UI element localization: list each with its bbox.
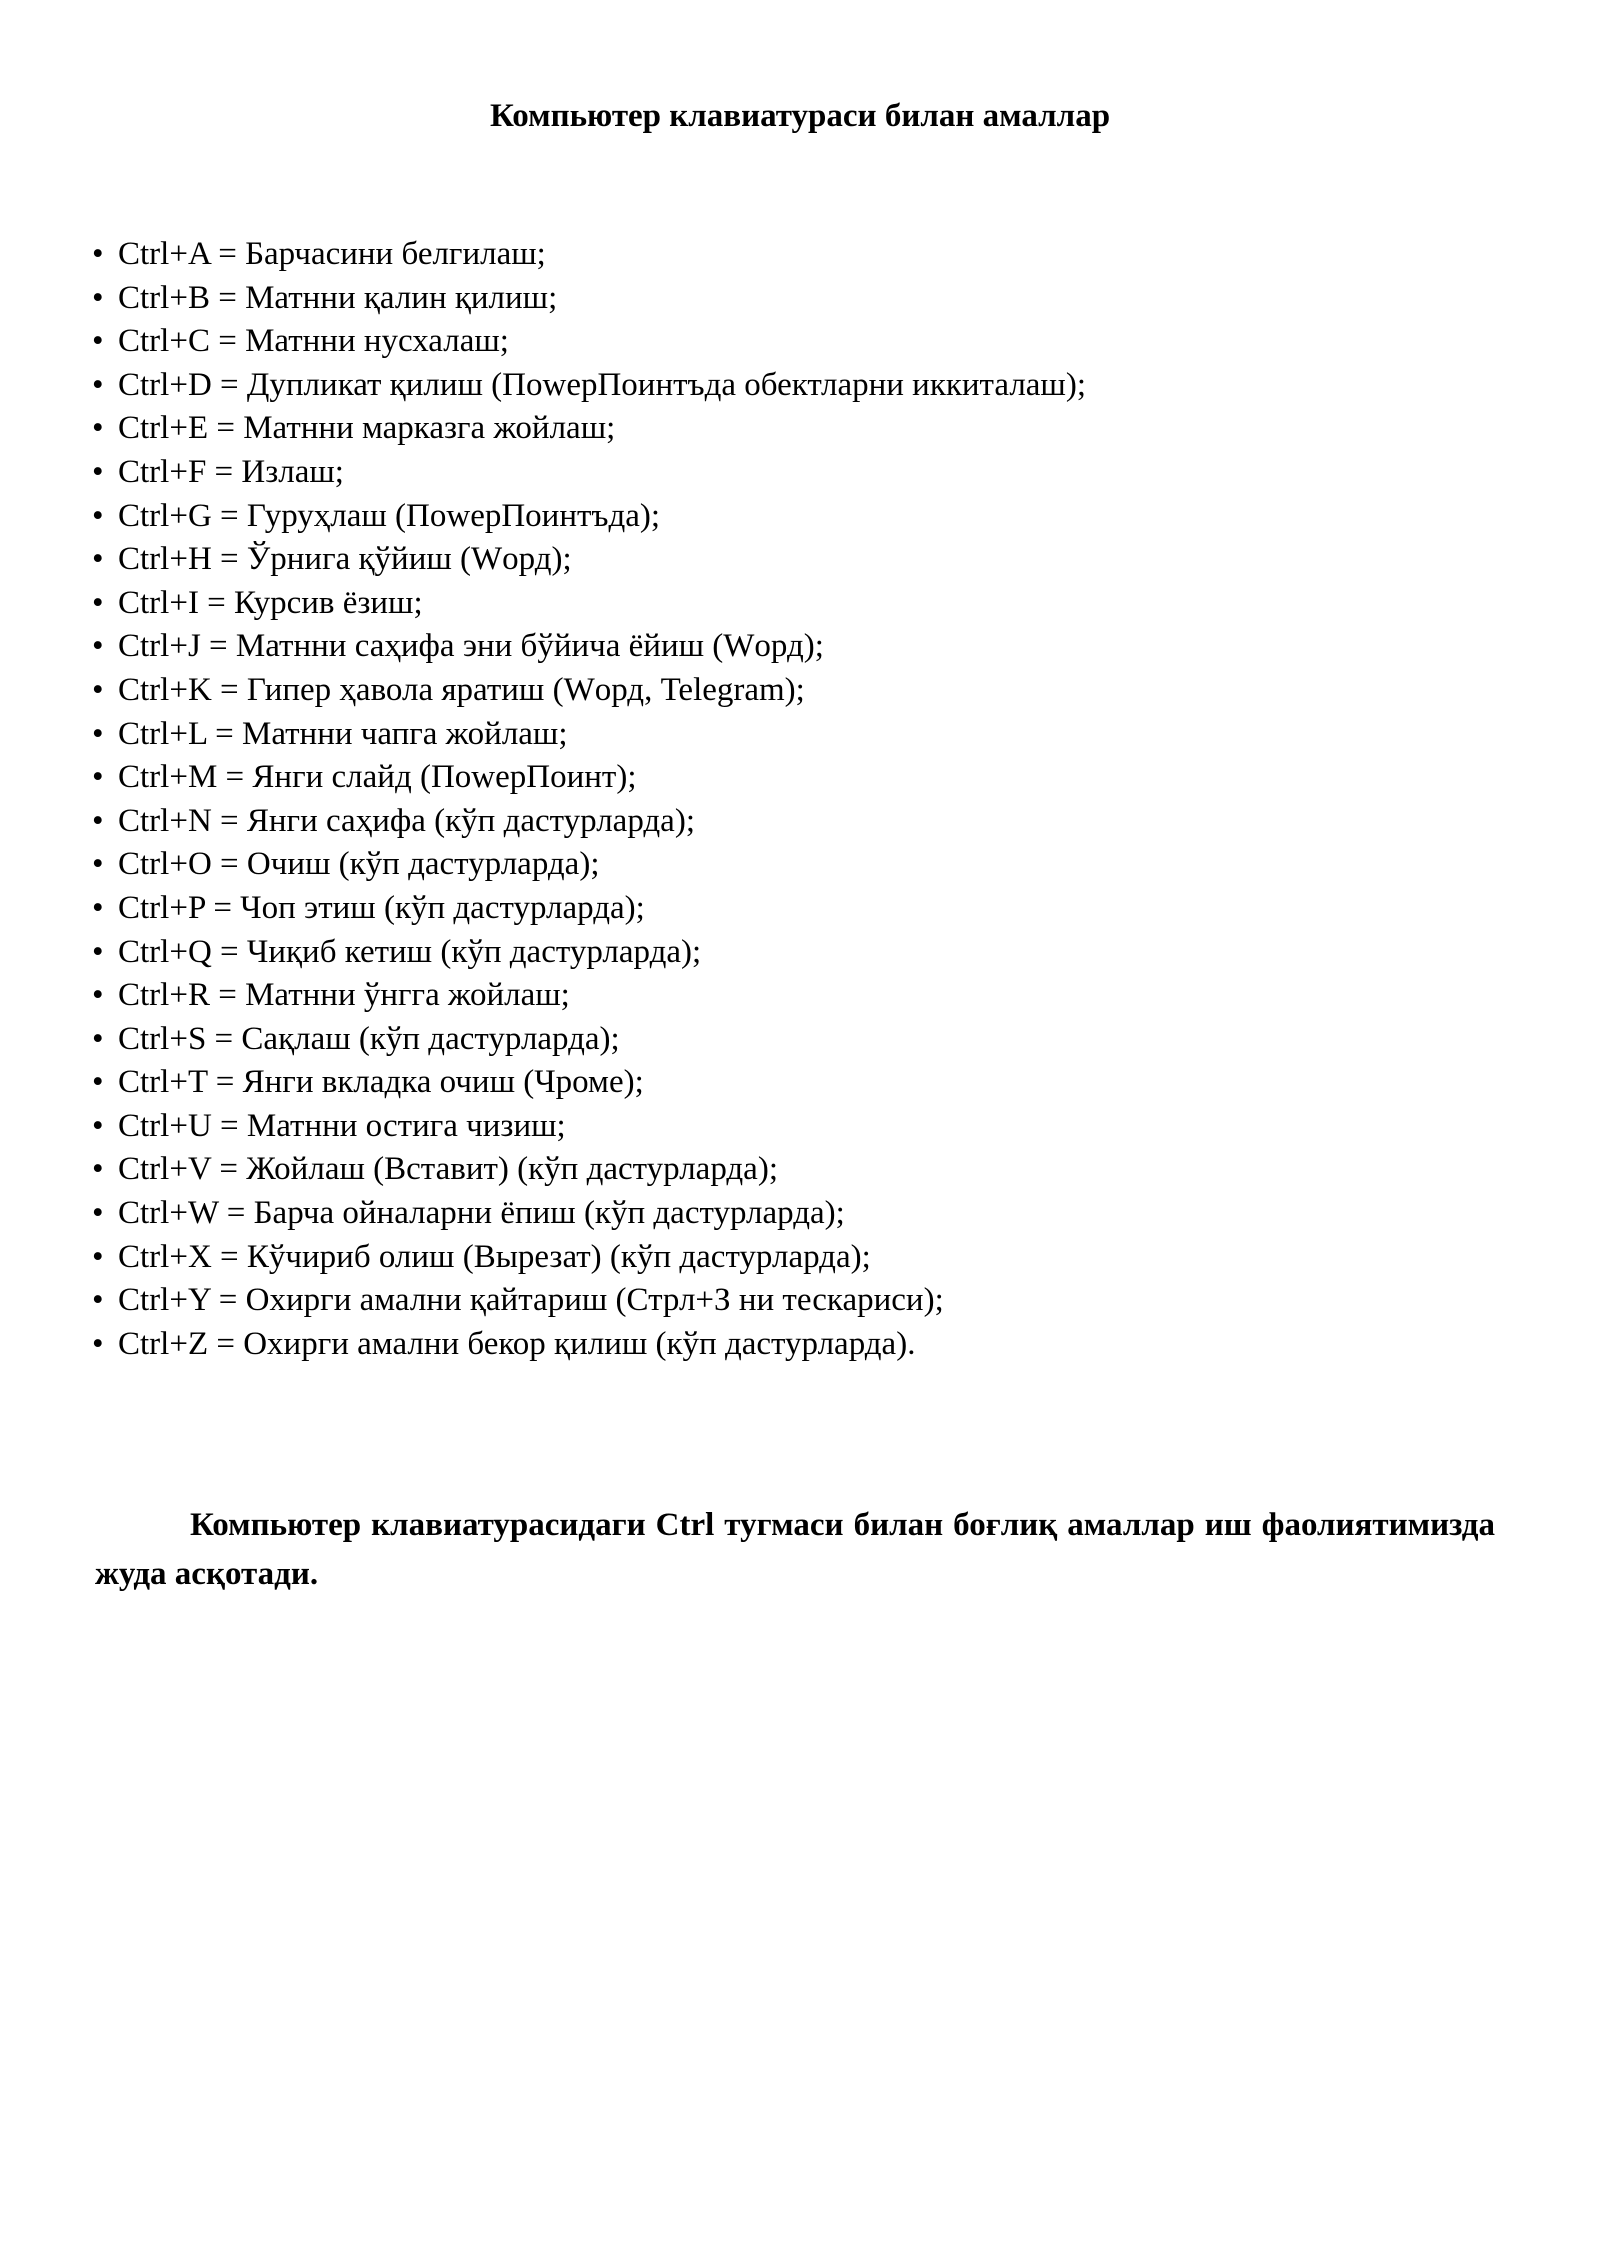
shortcut-item — [92, 625, 1512, 669]
shortcut-text: Ctrl+Y = Охирги амални қайтариш (Стрл+З ни тескариси); — [118, 1282, 944, 1319]
shortcut-text: Ctrl+T = Янги вкладка очиш (Чроме); — [118, 1064, 644, 1101]
shortcut-item — [92, 364, 1512, 408]
shortcut-item — [92, 756, 1512, 800]
shortcut-text: Ctrl+K = Гипер ҳавола яратиш (Wорд, Telegram); — [118, 671, 805, 708]
shortcut-text: Ctrl+X = Кўчириб олиш (Вырезат) (кўп дастурларда); — [118, 1238, 871, 1275]
shortcut-text: Ctrl+B = Матнни қалин қилиш; — [118, 279, 558, 316]
shortcut-item — [92, 582, 1512, 626]
bullet-icon: • — [92, 1195, 104, 1232]
bullet-icon: • — [92, 977, 104, 1014]
shortcut-item — [92, 451, 1512, 495]
shortcut-item — [92, 1061, 1512, 1105]
shortcut-text: Ctrl+F = Излаш; — [118, 453, 344, 490]
bullet-icon: • — [92, 366, 104, 403]
bullet-icon: • — [92, 889, 104, 926]
shortcut-item — [92, 233, 1512, 277]
bullet-icon: • — [92, 453, 104, 490]
shortcut-text: Ctrl+W = Барча ойналарни ёпиш (кўп дастурларда); — [118, 1195, 845, 1232]
shortcut-item — [92, 1323, 1512, 1367]
shortcut-text: Ctrl+V = Жойлаш (Вставит) (кўп дастурларда); — [118, 1151, 778, 1188]
shortcut-item — [92, 1018, 1512, 1062]
shortcut-text: Ctrl+M = Янги слайд (ПоwерПоинт); — [118, 759, 637, 796]
shortcut-item — [92, 887, 1512, 931]
shortcut-item — [92, 1236, 1512, 1280]
shortcut-text: Ctrl+U = Матнни остига чизиш; — [118, 1107, 566, 1144]
bullet-icon: • — [92, 323, 104, 360]
shortcut-item — [92, 800, 1512, 844]
shortcut-text: Ctrl+O = Очиш (кўп дастурларда); — [118, 846, 600, 883]
shortcut-item — [92, 669, 1512, 713]
shortcut-text: Ctrl+Q = Чиқиб кетиш (кўп дастурларда); — [118, 933, 702, 970]
bullet-icon: • — [92, 715, 104, 752]
closing-note: Компьютер клавиатурасидаги Ctrl тугмаси билан боғлиқ амаллар иш фаолиятимизда жуда асқотади. — [95, 1507, 1495, 1592]
shortcut-text: Ctrl+H = Ўрнига қўйиш (Wорд); — [118, 541, 572, 578]
shortcut-item — [92, 495, 1512, 539]
shortcut-text: Ctrl+P = Чоп этиш (кўп дастурларда); — [118, 889, 645, 926]
shortcut-text: Ctrl+I = Курсив ёзиш; — [118, 584, 423, 621]
bullet-icon: • — [92, 1064, 104, 1101]
bullet-icon: • — [92, 759, 104, 796]
bullet-icon: • — [92, 846, 104, 883]
bullet-icon: • — [92, 933, 104, 970]
bullet-icon: • — [92, 279, 104, 316]
bullet-icon: • — [92, 1020, 104, 1057]
shortcut-text: Ctrl+A = Барчасини белгилаш; — [118, 236, 546, 272]
shortcut-text: Ctrl+C = Матнни нусхалаш; — [118, 323, 509, 360]
bullet-icon: • — [92, 671, 104, 708]
bullet-icon: • — [92, 802, 104, 839]
shortcut-item — [92, 407, 1512, 451]
shortcut-text: Ctrl+N = Янги саҳифа (кўп дастурларда); — [118, 802, 695, 839]
shortcut-item — [92, 713, 1512, 757]
shortcut-item — [92, 320, 1512, 364]
shortcut-text: Ctrl+E = Матнни марказга жойлаш; — [118, 410, 616, 447]
bullet-icon: • — [92, 236, 104, 272]
shortcut-text: Ctrl+G = Гуруҳлаш (ПоwерПоинтъда); — [118, 497, 661, 534]
shortcut-item — [92, 1192, 1512, 1236]
bullet-icon: • — [92, 541, 104, 578]
shortcut-item — [92, 277, 1512, 321]
shortcut-item — [92, 1148, 1512, 1192]
page-title: Компьютер клавиатураси билан амаллар — [489, 98, 1111, 134]
shortcut-text: Ctrl+D = Дупликат қилиш (ПоwерПоинтъда обектларни иккиталаш); — [118, 366, 1087, 403]
bullet-icon: • — [92, 1325, 104, 1362]
bullet-icon: • — [92, 1282, 104, 1319]
bullet-icon: • — [92, 497, 104, 534]
bullet-icon: • — [92, 1238, 104, 1275]
shortcut-text: Ctrl+Z = Охирги амални бекор қилиш (кўп дастурларда). — [118, 1325, 916, 1362]
bullet-icon: • — [92, 1151, 104, 1188]
bullet-icon: • — [92, 1107, 104, 1144]
shortcut-item — [92, 974, 1512, 1018]
shortcut-item — [92, 1279, 1512, 1323]
shortcut-text: Ctrl+J = Матнни саҳифа эни бўйича ёйиш (Wорд); — [118, 628, 824, 665]
shortcut-item — [92, 931, 1512, 975]
shortcut-item — [92, 843, 1512, 887]
shortcut-text: Ctrl+L = Матнни чапга жойлаш; — [118, 715, 568, 752]
shortcut-item — [92, 1105, 1512, 1149]
shortcut-text: Ctrl+R = Матнни ўнгга жойлаш; — [118, 977, 570, 1014]
shortcut-text: Ctrl+S = Сақлаш (кўп дастурларда); — [118, 1020, 620, 1057]
shortcut-item — [92, 538, 1512, 582]
bullet-icon: • — [92, 628, 104, 665]
bullet-icon: • — [92, 584, 104, 621]
bullet-icon: • — [92, 410, 104, 447]
shortcut-list — [92, 233, 1512, 1366]
